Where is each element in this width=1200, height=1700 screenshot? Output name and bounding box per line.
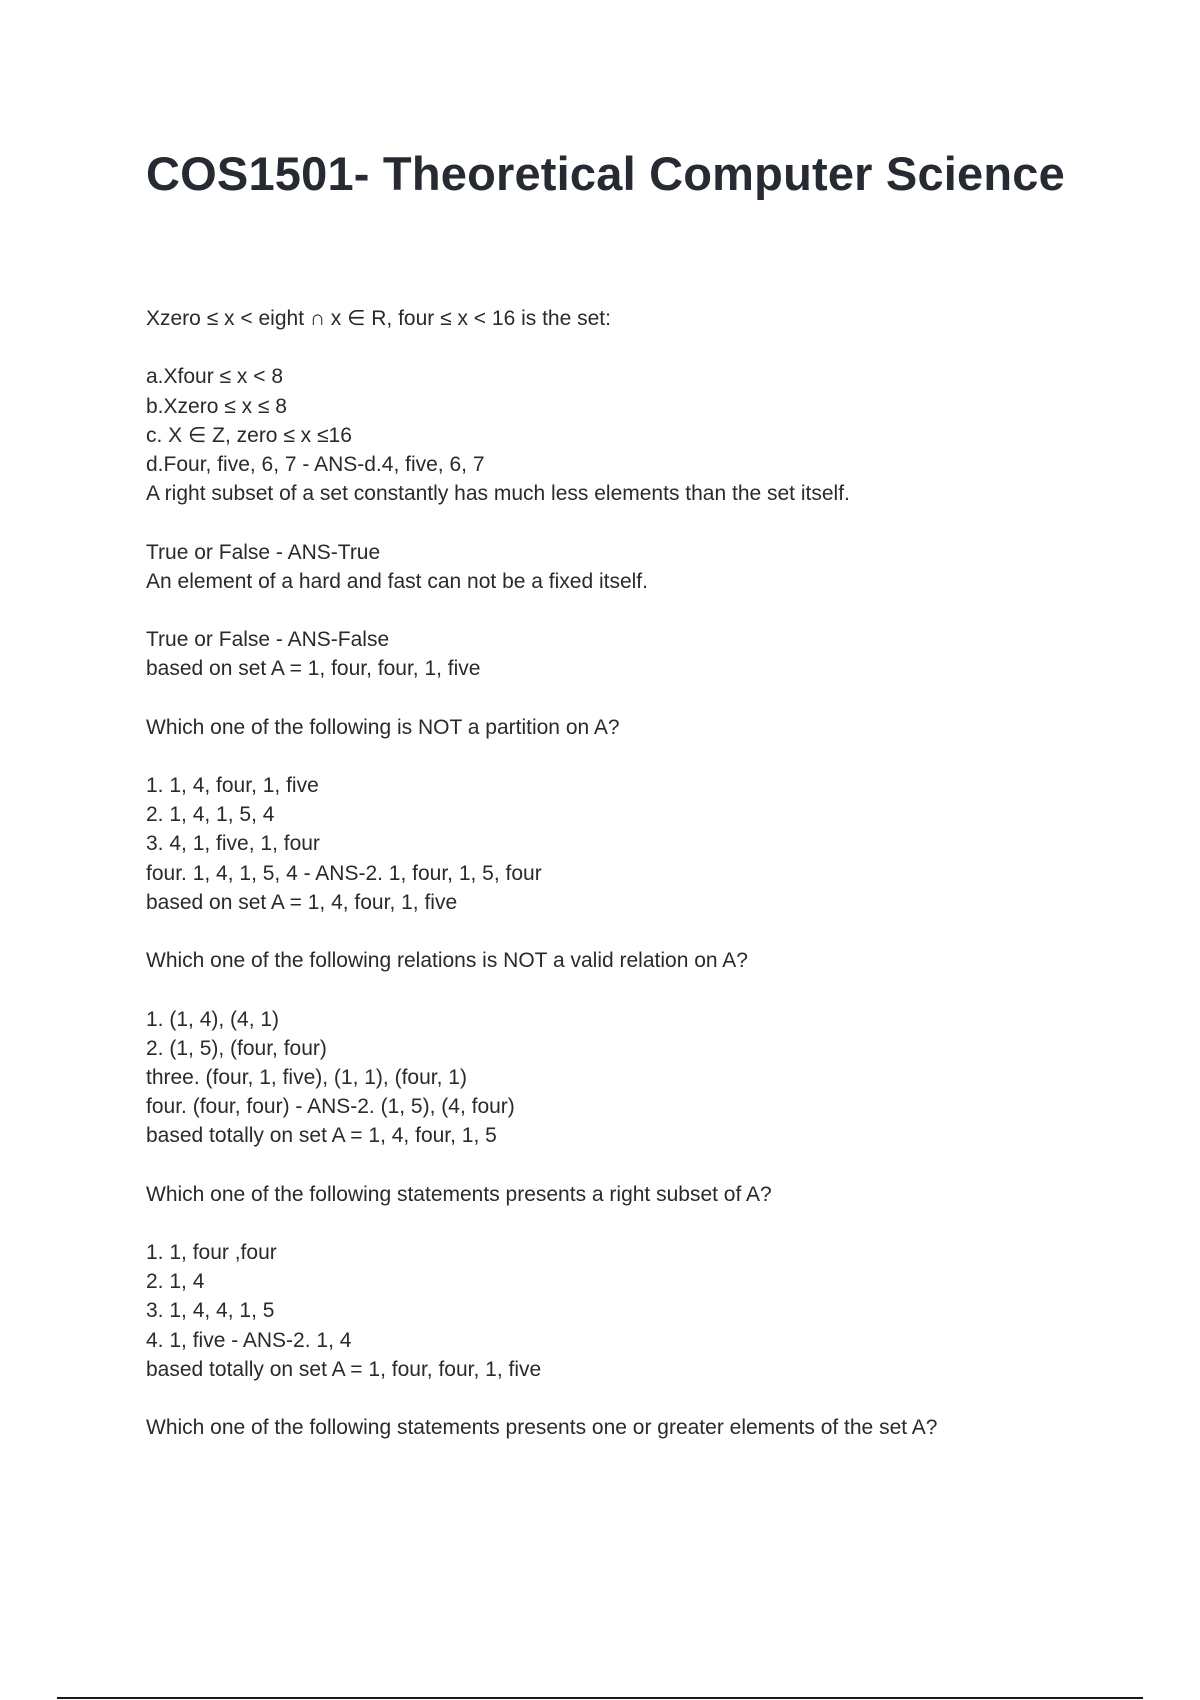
text-line: b.Xzero ≤ x ≤ 8 (146, 394, 287, 418)
text-line: Which one of the following is NOT a partition on A? (146, 715, 620, 739)
blank-line (146, 683, 1146, 712)
blank-line (146, 742, 1146, 771)
blank-line (146, 917, 1146, 946)
text-line: 2. 1, 4 (146, 1270, 205, 1294)
text-line: three. (four, 1, five), (1, 1), (four, 1) (146, 1065, 467, 1089)
text-line: 3. 1, 4, 4, 1, 5 (146, 1299, 275, 1323)
text-line: four. 1, 4, 1, 5, 4 - ANS-2. 1, four, 1, 5, four (146, 861, 542, 885)
blank-line (146, 1384, 1146, 1413)
blank-line (146, 1150, 1146, 1179)
text-line: based on set A = 1, four, four, 1, five (146, 657, 481, 681)
blank-line (146, 975, 1146, 1004)
text-line: 1. 1, 4, four, 1, five (146, 774, 319, 797)
blank-line (146, 333, 1146, 362)
page-title: COS1501- Theoretical Computer Science (146, 147, 1065, 200)
text-line: c. X ∈ Z, zero ≤ x ≤16 (146, 423, 352, 447)
page-bottom-rule (57, 1697, 1143, 1699)
text-line: 2. (1, 5), (four, four) (146, 1036, 327, 1060)
text-line: Which one of the following statements presents one or greater elements of the set A? (146, 1416, 938, 1440)
blank-line (146, 596, 1146, 625)
text-line: d.Four, five, 6, 7 - ANS-d.4, five, 6, 7 (146, 452, 485, 476)
text-line: based on set A = 1, 4, four, 1, five (146, 890, 458, 914)
blank-line (146, 1209, 1146, 1238)
text-line: True or False - ANS-True (146, 540, 381, 564)
blank-line (146, 508, 1146, 537)
document-body (146, 304, 1146, 1442)
text-line: four. (four, four) - ANS-2. (1, 5), (4, four) (146, 1095, 515, 1119)
text-line: A right subset of a set constantly has much less elements than the set itself. (146, 482, 850, 506)
text-line: Which one of the following statements presents a right subset of A? (146, 1182, 772, 1206)
text-line: 1. (1, 4), (4, 1) (146, 1007, 280, 1031)
text-line: An element of a hard and fast can not be a fixed itself. (146, 569, 648, 593)
text-line: 2. 1, 4, 1, 5, 4 (146, 803, 275, 827)
text-line: based totally on set A = 1, 4, four, 1, 5 (146, 1124, 497, 1148)
text-line: 4. 1, five - ANS-2. 1, 4 (146, 1328, 352, 1352)
text-line: 1. 1, four ,four (146, 1241, 277, 1264)
text-line: Which one of the following relations is NOT a valid relation on A? (146, 949, 748, 973)
text-line: Xzero ≤ x < eight ∩ x ∈ R, four ≤ x < 16 is the set: (146, 307, 611, 330)
text-line: 3. 4, 1, five, 1, four (146, 832, 320, 856)
text-line: a.Xfour ≤ x < 8 (146, 365, 284, 389)
text-line: based totally on set A = 1, four, four, 1, five (146, 1357, 542, 1381)
text-line: True or False - ANS-False (146, 628, 390, 652)
